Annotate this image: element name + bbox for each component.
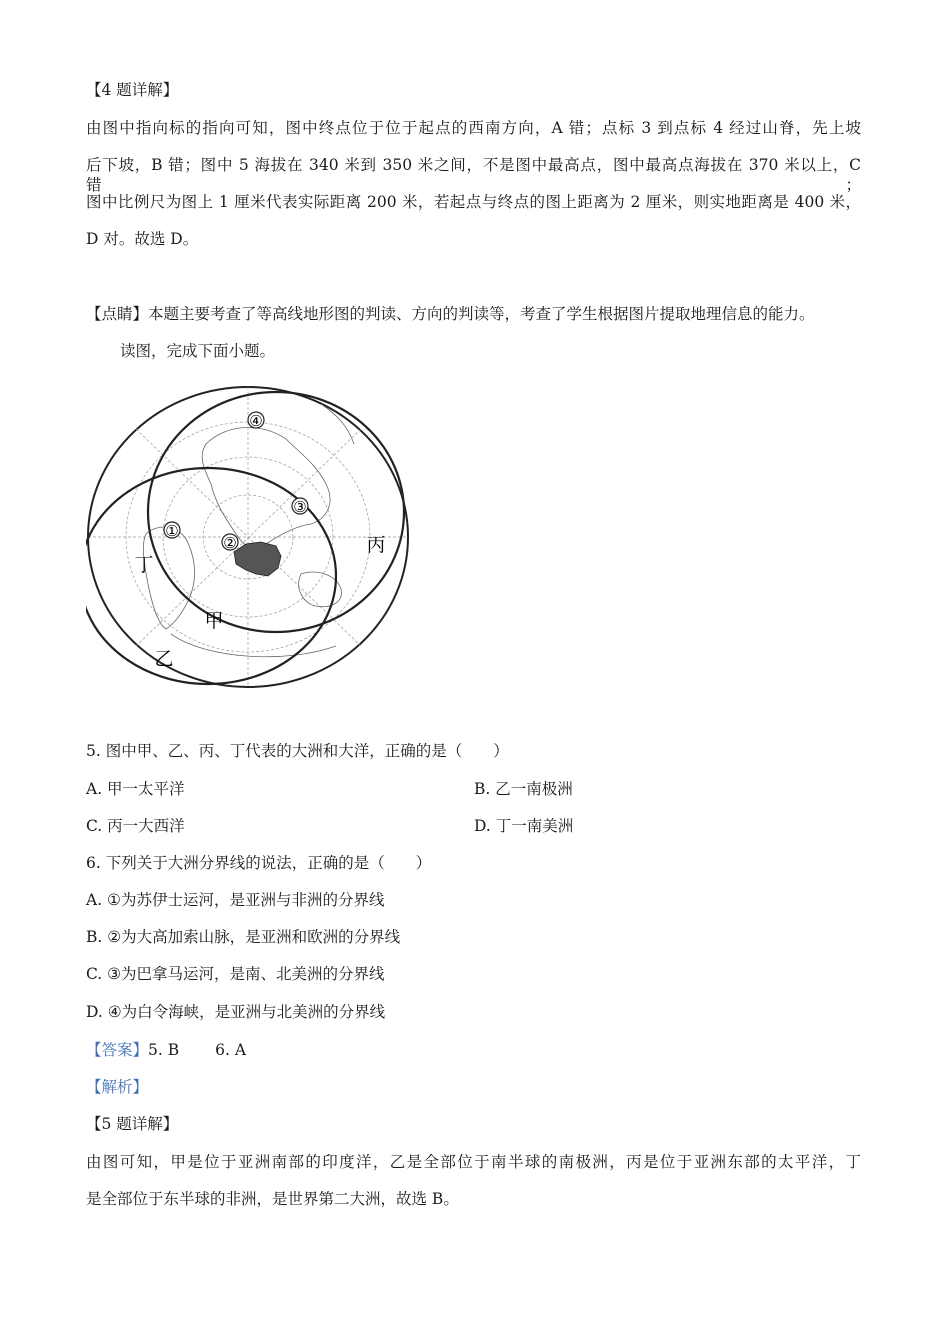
answer-row <box>86 1040 246 1060</box>
answer-label: 【答案】 <box>86 1041 149 1059</box>
q5-option-c: C. 丙一大西洋 <box>86 817 185 835</box>
question-intro: 读图，完成下面小题。 <box>120 342 276 360</box>
svg-text:③: ③ <box>293 498 307 516</box>
q4-detail-line-4: D 对。故选 D。 <box>86 230 199 248</box>
q6-option-a: A. ①为苏伊士运河，是亚洲与非洲的分界线 <box>86 891 385 909</box>
q5-option-d: D. 丁一南美洲 <box>474 817 574 835</box>
q4-detail-line-1: 由图中指向标的指向可知，图中终点位于位于起点的西南方向，A 错；点标 3 到点标 4 经过山脊，先上坡 <box>86 119 861 137</box>
q6-option-d: D. ④为白令海峡，是亚洲与北美洲的分界线 <box>86 1003 386 1021</box>
q5-stem: 5. 图中甲、乙、丙、丁代表的大洲和大洋，正确的是（ ） <box>86 742 509 760</box>
q4-detail-heading: 【4 题详解】 <box>86 81 179 99</box>
marker-2 <box>222 534 238 552</box>
q5-option-b: B. 乙一南极洲 <box>474 780 573 798</box>
q5-detail-heading: 【5 题详解】 <box>86 1115 179 1133</box>
label-jia: 甲 <box>204 610 224 632</box>
polar-globe-map <box>86 384 411 689</box>
label-yi: 乙 <box>154 648 174 670</box>
answer-q5: 5. B <box>148 1041 180 1059</box>
q6-stem: 6. 下列关于大洲分界线的说法，正确的是（ ） <box>86 854 432 872</box>
q5-option-a: A. 甲一太平洋 <box>86 780 185 798</box>
upper-hemisphere-circle <box>148 392 404 632</box>
answer-q6: 6. A <box>215 1041 247 1059</box>
q4-detail-line-2: 后下坡，B 错；图中 5 海拔在 340 米到 350 米之间，不是图中最高点，图中最高点海拔在 370 米以上，C 错； <box>86 156 861 194</box>
q4-detail-line-3: 图中比例尺为图上 1 厘米代表实际距离 200 米，若起点与终点的图上距离为 2 厘米，则实地距离是 400 米， <box>86 193 861 211</box>
dianjing-note: 【点睛】本题主要考查了等高线地形图的判读、方向的判读等，考查了学生根据图片提取地理信息的能力。 <box>86 305 815 323</box>
q5-detail-line-1: 由图可知，甲是位于亚洲南部的印度洋，乙是全部位于南半球的南极洲，丙是位于亚洲东部的太平洋，丁 <box>86 1153 861 1171</box>
q6-option-b: B. ②为大高加索山脉，是亚洲和欧洲的分界线 <box>86 928 401 946</box>
marker-1 <box>164 522 180 540</box>
marker-4 <box>248 412 264 430</box>
q6-option-c: C. ③为巴拿马运河，是南、北美洲的分界线 <box>86 965 385 983</box>
world-map-figure <box>86 384 411 689</box>
graticule-lines <box>88 387 408 687</box>
q5-detail-line-2: 是全部位于东半球的非洲，是世界第二大洲，故选 B。 <box>86 1190 459 1208</box>
marker-3 <box>292 498 308 516</box>
label-ding: 丁 <box>134 554 154 576</box>
svg-text:②: ② <box>223 534 237 552</box>
label-bing: 丙 <box>366 534 386 556</box>
svg-text:①: ① <box>165 522 179 540</box>
china-shape <box>234 542 281 576</box>
svg-text:④: ④ <box>249 412 263 430</box>
analysis-label: 【解析】 <box>86 1078 149 1096</box>
